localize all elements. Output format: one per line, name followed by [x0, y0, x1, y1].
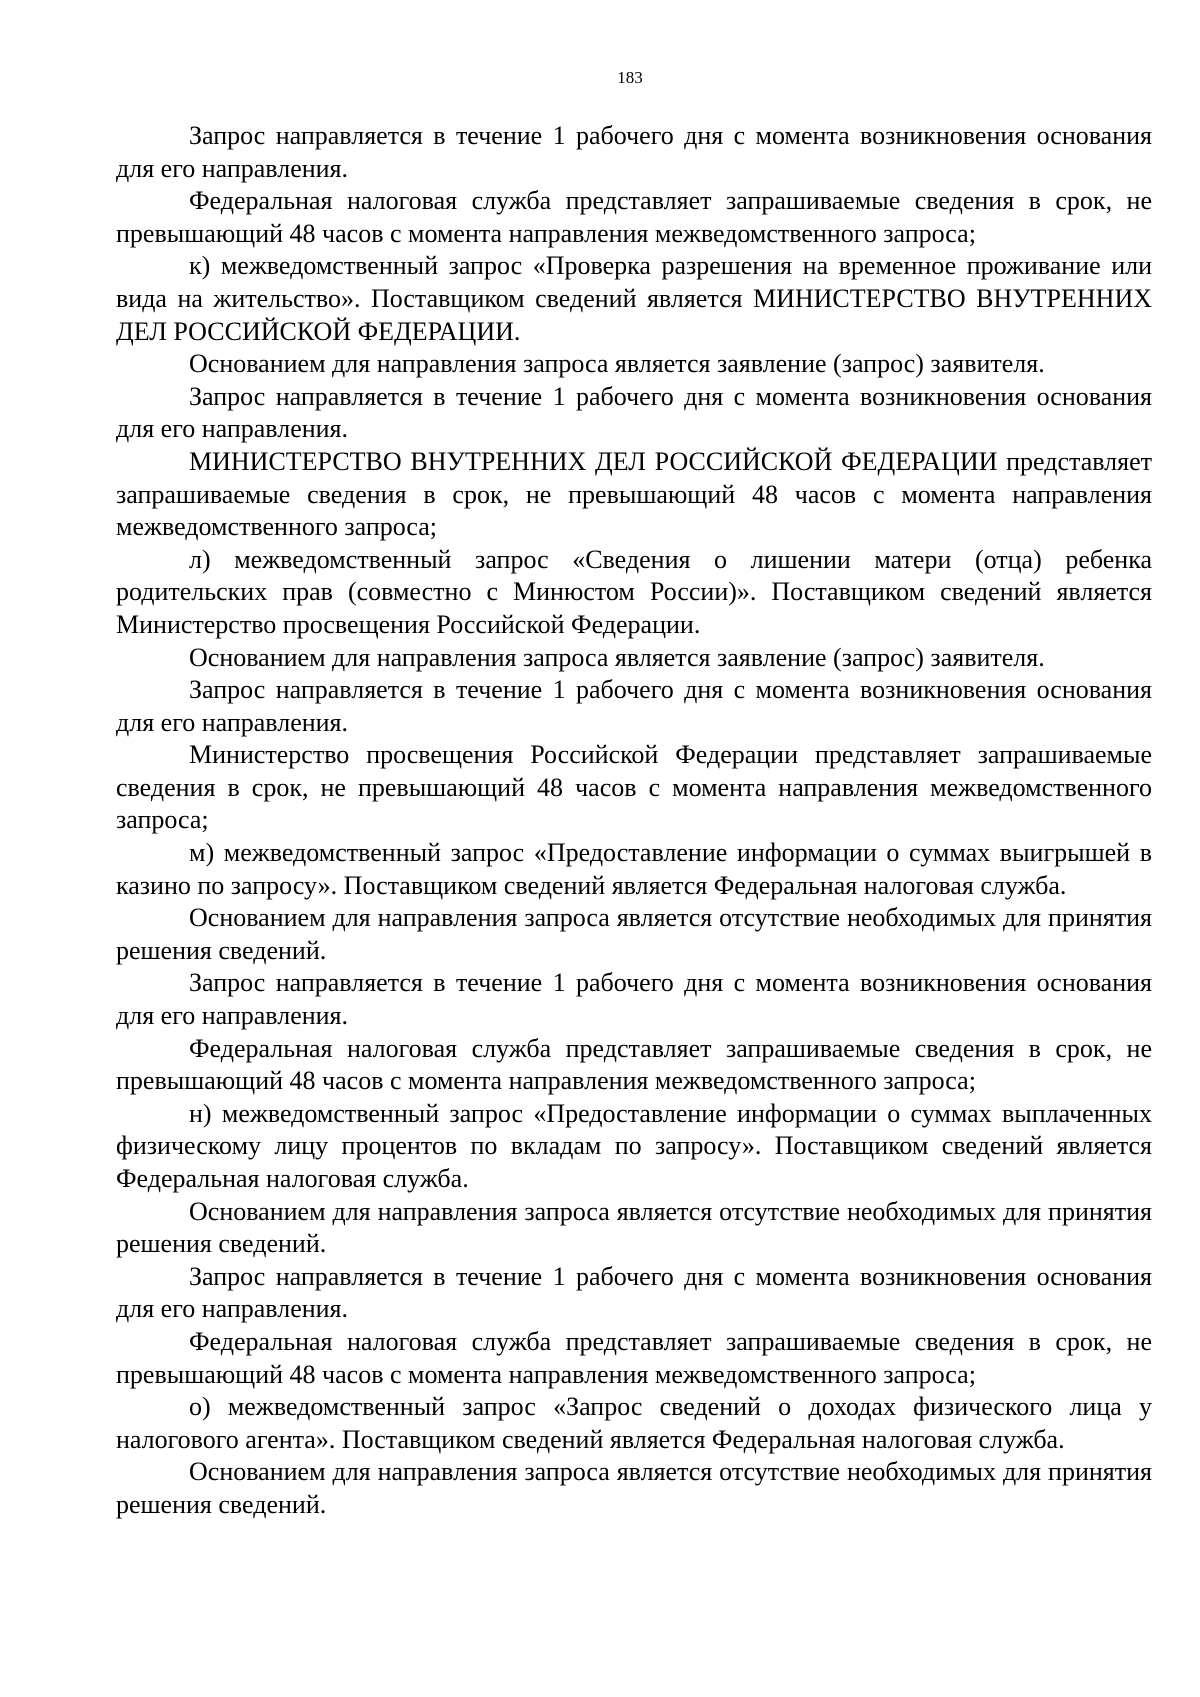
paragraph: Основанием для направления запроса является заявление (запрос) заявителя.	[189, 349, 1045, 379]
paragraph: Федеральная налоговая служба представляет запрашиваемые сведения в срок, не превышающий 48 часов с момента направления межведомственного запроса;	[116, 186, 1152, 248]
paragraph: Запрос направляется в течение 1 рабочего дня с момента возникновения основания для его направления.	[116, 968, 1152, 1031]
paragraph: Основанием для направления запроса является отсутствие необходимых для принятия решения сведений.	[116, 1196, 1152, 1259]
paragraph: о) межведомственный запрос «Запрос сведений о доходах физического лица у налогового агента». Поставщиком сведений является Федеральная налоговая служба.	[116, 1392, 1152, 1454]
paragraph: Министерство просвещения Российской Федерации представляет запрашиваемые сведения в срок, не превышающий 48 часов с момента направления межведомственного запроса;	[116, 740, 1152, 835]
paragraph: н) межведомственный запрос «Предоставление информации о суммах выплаченных физическому лицу процентов по вкладам по запросу». Поставщиком сведений является Федеральная налоговая служба.	[116, 1098, 1152, 1193]
paragraph: Запрос направляется в течение 1 рабочего дня с момента возникновения основания для его направления.	[116, 381, 1152, 444]
paragraph: Федеральная налоговая служба представляет запрашиваемые сведения в срок, не превышающий 48 часов с момента направления межведомственного запроса;	[116, 1326, 1152, 1389]
paragraph: МИНИСТЕРСТВО ВНУТРЕННИХ ДЕЛ РОССИЙСКОЙ ФЕДЕРАЦИИ представляет запрашиваемые сведения в срок, не превышающий 48 часов с момента направления межведомственного запроса;	[116, 446, 1152, 542]
paragraph: м) межведомственный запрос «Предоставление информации о суммах выигрышей в казино по запросу». Поставщиком сведений является Федеральная налоговая служба.	[116, 838, 1152, 900]
paragraph: Федеральная налоговая служба представляет запрашиваемые сведения в срок, не превышающий 48 часов с момента направления межведомственного запроса;	[116, 1033, 1152, 1096]
paragraph: Запрос направляется в течение 1 рабочего дня с момента возникновения основания для его направления.	[116, 675, 1152, 737]
paragraph: Запрос направляется в течение 1 рабочего дня с момента возникновения основания для его направления.	[116, 121, 1152, 183]
paragraph: Основанием для направления запроса является отсутствие необходимых для принятия решения сведений.	[116, 903, 1152, 965]
document-body	[116, 120, 1152, 1522]
paragraph: Запрос направляется в течение 1 рабочего дня с момента возникновения основания для его направления.	[116, 1261, 1152, 1324]
paragraph: Основанием для направления запроса является отсутствие необходимых для принятия решения сведений.	[116, 1457, 1152, 1519]
paragraph: к) межведомственный запрос «Проверка разрешения на временное проживание или вида на жительство». Поставщиком сведений является МИНИСТЕРСТВО ВНУТРЕННИХ ДЕЛ РОССИЙСКОЙ ФЕДЕРАЦИИ.	[116, 251, 1152, 346]
paragraph: Основанием для направления запроса является заявление (запрос) заявителя.	[189, 642, 1045, 672]
page-number: 183	[617, 68, 643, 87]
paragraph: л) межведомственный запрос «Сведения о лишении матери (отца) ребенка родительских прав (совместно с Минюстом России)». Поставщиком сведений является Министерство просвещения Российской Федерации.	[116, 544, 1152, 639]
